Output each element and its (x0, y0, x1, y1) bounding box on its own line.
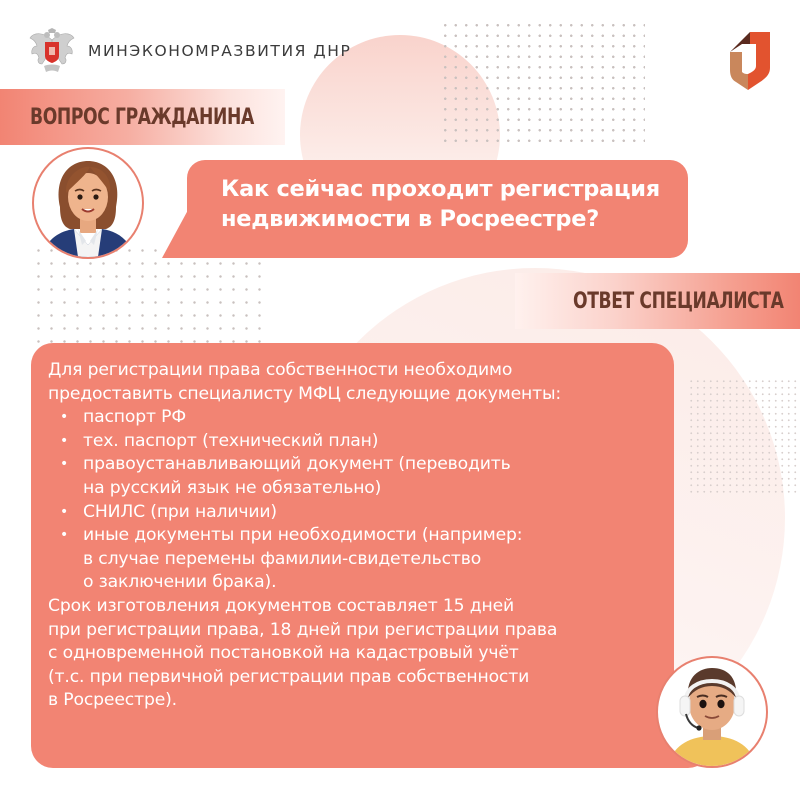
question-line: недвижимости в Росреестре? (221, 206, 599, 232)
heading-text: ВОПРОС ГРАЖДАНИНА (30, 104, 254, 130)
question-bubble (187, 160, 688, 258)
question-line: Как сейчас проходит регистрация (221, 176, 660, 202)
dpr-coat-of-arms-icon (28, 28, 76, 74)
citizen-avatar (32, 147, 144, 259)
decorative-dot-grid (440, 20, 645, 150)
document-line: иные документы при необходимости (например: (83, 525, 523, 546)
citizen-question-heading (0, 89, 285, 145)
bullet-icon: • (60, 527, 69, 544)
answer-outro-line: при регистрации права, 18 дней при регистрации права (48, 619, 558, 640)
answer-outro-line: в Росреестре). (48, 690, 177, 711)
speech-bubble-tail (162, 210, 188, 258)
bullet-icon: • (60, 409, 69, 426)
mfc-logo-icon (722, 30, 772, 92)
document-line: на русский язык не обязательно) (83, 477, 382, 498)
document-item (48, 406, 674, 430)
bullet-icon: • (60, 456, 69, 473)
answer-intro-line: предоставить специалисту МФЦ следующие документы: (48, 383, 562, 404)
heading-text: ОТВЕТ СПЕЦИАЛИСТА (573, 288, 784, 314)
document-line: СНИЛС (при наличии) (83, 501, 277, 522)
document-line: тех. паспорт (технический план) (83, 430, 379, 451)
document-item (48, 524, 674, 595)
answer-outro-line: (т.с. при первичной регистрации прав собственности (48, 666, 530, 687)
decorative-dot-grid (688, 378, 800, 496)
document-line: в случае перемены фамилии-свидетельство (83, 548, 482, 569)
answer-outro-line: с одновременной постановкой на кадастровый учёт (48, 643, 519, 664)
document-line: правоустанавливающий документ (переводить (83, 454, 511, 475)
ministry-name: МИНЭКОНОМРАЗВИТИЯ ДНР (88, 42, 352, 60)
document-item (48, 430, 674, 454)
specialist-answer-heading (515, 273, 800, 329)
required-documents-list (48, 406, 674, 595)
specialist-avatar (656, 656, 768, 768)
bullet-icon: • (60, 503, 69, 520)
answer-intro-line: Для регистрации права собственности необходимо (48, 360, 513, 380)
bullet-icon: • (60, 432, 69, 449)
answer-outro-line: Срок изготовления документов составляет 15 дней (48, 595, 515, 616)
document-item (48, 453, 674, 500)
document-line: паспорт РФ (83, 407, 187, 428)
decorative-dot-grid (32, 244, 268, 344)
document-item (48, 501, 674, 525)
document-line: о заключении брака). (83, 572, 277, 593)
answer-box (31, 343, 674, 768)
ministry-logo (28, 28, 351, 74)
